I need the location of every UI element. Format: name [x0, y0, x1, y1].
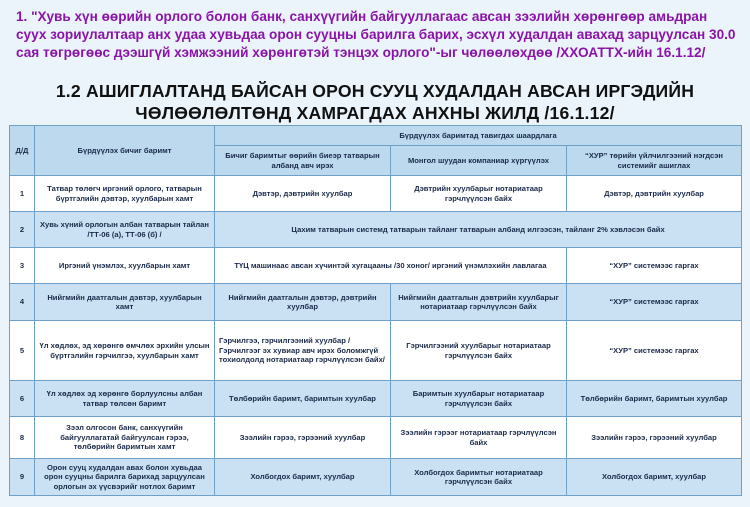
row-document: Татвар төлөгч иргэний орлого, татварын бүртгэлийн дэвтэр, хуулбарын хамт — [35, 176, 215, 212]
row-khur: Төлбөрийн баримт, баримтын хуулбар — [567, 381, 742, 417]
row-khur: Холбогдох баримт, хуулбар — [567, 459, 742, 496]
row-in-person: Нийгмийн даатгалын дэвтэр, дэвтрийн хуулбар — [215, 284, 391, 321]
row-mail: Холбогдох баримтыг нотариатаар гэрчлүүлсэн байх — [391, 459, 567, 496]
title-line-2: ЧӨЛӨӨЛӨЛТӨНД ХАМРАГДАХ АНХНЫ ЖИЛД /16.1.12/ — [135, 103, 615, 123]
row-document: Нийгмийн даатгалын дэвтэр, хуулбарын хамт — [35, 284, 215, 321]
row-number: 9 — [10, 459, 35, 496]
row-in-person: Дэвтэр, дэвтрийн хуулбар — [215, 176, 391, 212]
row-mail: Баримтын хуулбарыг нотариатаар гэрчлүүлсэн байх — [391, 381, 567, 417]
page-title — [0, 80, 750, 124]
header-mail: Монгол шуудан компаниар хүргүүлэх — [391, 146, 567, 176]
table-row — [10, 459, 742, 496]
row-in-person-mail: ТҮЦ машинаас авсан хүчинтэй хугацааны /30 хоног/ иргэний үнэмлэхийн лавлагаа — [215, 248, 567, 284]
title-line-1: 1.2 АШИГЛАЛТАНД БАЙСАН ОРОН СУУЦ ХУДАЛДАН АВСАН ИРГЭДИЙН — [55, 81, 695, 101]
header-khur: “ХУР” төрийн үйлчилгээний нэгдсэн системийг ашиглах — [567, 146, 742, 176]
row-mail: Дэвтрийн хуулбарыг нотариатаар гэрчлүүлсэн байх — [391, 176, 567, 212]
row-number: 5 — [10, 321, 35, 381]
row-khur: Зээлийн гэрээ, гэрээний хуулбар — [567, 417, 742, 459]
row-document: Орон сууц худалдан авах болон хувьдаа орон сууцны барилга барихад зарцуулсан орлогын эх үүсвэрийг нотлох баримт — [35, 459, 215, 496]
row-mail: Гэрчилгээний хуулбарыг нотариатаар гэрчлүүлсэн байх — [391, 321, 567, 381]
row-number: 4 — [10, 284, 35, 321]
row-mail: Зээлийн гэрээг нотариатаар гэрчлүүлсэн байх — [391, 417, 567, 459]
header-num: Д/Д — [10, 126, 35, 176]
row-number: 1 — [10, 176, 35, 212]
table-row — [10, 248, 742, 284]
row-mail: Нийгмийн даатгалын дэвтрийн хуулбарыг нотариатаар гэрчлүүлсэн байх — [391, 284, 567, 321]
row-number: 6 — [10, 381, 35, 417]
row-number: 2 — [10, 212, 35, 248]
row-khur: Дэвтэр, дэвтрийн хуулбар — [567, 176, 742, 212]
table-row — [10, 417, 742, 459]
table-row — [10, 212, 742, 248]
row-khur: “ХУР” системээс гаргах — [567, 321, 742, 381]
table-row — [10, 284, 742, 321]
row-document: Үл хөдлөх эд хөрөнгө борлуулсны албан татвар төлсөн баримт — [35, 381, 215, 417]
row-document: Иргэний үнэмлэх, хуулбарын хамт — [35, 248, 215, 284]
table-row — [10, 176, 742, 212]
row-in-person: Гэрчилгээ, гэрчилгээний хуулбар /Гэрчилгээг эх хувиар авч ирэх боломжгүй тохиолдолд нотариатаар гэрчлүүлсэн байх/ — [215, 321, 391, 381]
row-in-person: Холбогдох баримт, хуулбар — [215, 459, 391, 496]
requirements-table — [9, 125, 742, 496]
row-in-person: Зээлийн гэрээ, гэрээний хуулбар — [215, 417, 391, 459]
table-row — [10, 381, 742, 417]
row-khur: “ХУР” системээс гаргах — [567, 248, 742, 284]
row-number: 8 — [10, 417, 35, 459]
row-document: Хувь хүний орлогын албан татварын тайлан /ТТ-06 (а), ТТ-06 (б) / — [35, 212, 215, 248]
intro-paragraph: 1. "Хувь хүн өөрийн орлого болон банк, санхүүгийн байгууллагаас авсан зээлийн хөрөнгөөр амьдран суух зориулалтаар анх удаа хувьдаа орон сууцны барилга барих, эсхүл худалдан авахад зарцуулсан 30.0 сая төгрөгөөс дээшгүй хэмжээний хөрөнгөтэй тэнцэх орлого"-ыг чөлөөлөхдөө /ХХОАТТХ-ийн 16.1.12/ — [16, 9, 736, 60]
header-in-person: Бичиг баримтыг өөрийн биеэр татварын албанд авч ирэх — [215, 146, 391, 176]
row-in-person: Төлбөрийн баримт, баримтын хуулбар — [215, 381, 391, 417]
row-document: Үл хөдлөх, эд хөрөнгө өмчлөх эрхийн улсын бүртгэлийн гэрчилгээ, хуулбарын хамт — [35, 321, 215, 381]
header-requirements: Бүрдүүлэх баримтад тавигдах шаардлага — [215, 126, 742, 146]
row-number: 3 — [10, 248, 35, 284]
row-merged-requirement: Цахим татварын системд татварын тайланг татварын албанд илгээсэн, тайланг 2% хэвлэсэн байх — [215, 212, 742, 248]
row-document: Зээл олгосон банк, санхүүгийн байгууллагатай байгуулсан гэрээ, төлбөрийн баримтын хамт — [35, 417, 215, 459]
header-document: Бүрдүүлэх бичиг баримт — [35, 126, 215, 176]
table-row — [10, 321, 742, 381]
row-khur: “ХУР” системээс гаргах — [567, 284, 742, 321]
